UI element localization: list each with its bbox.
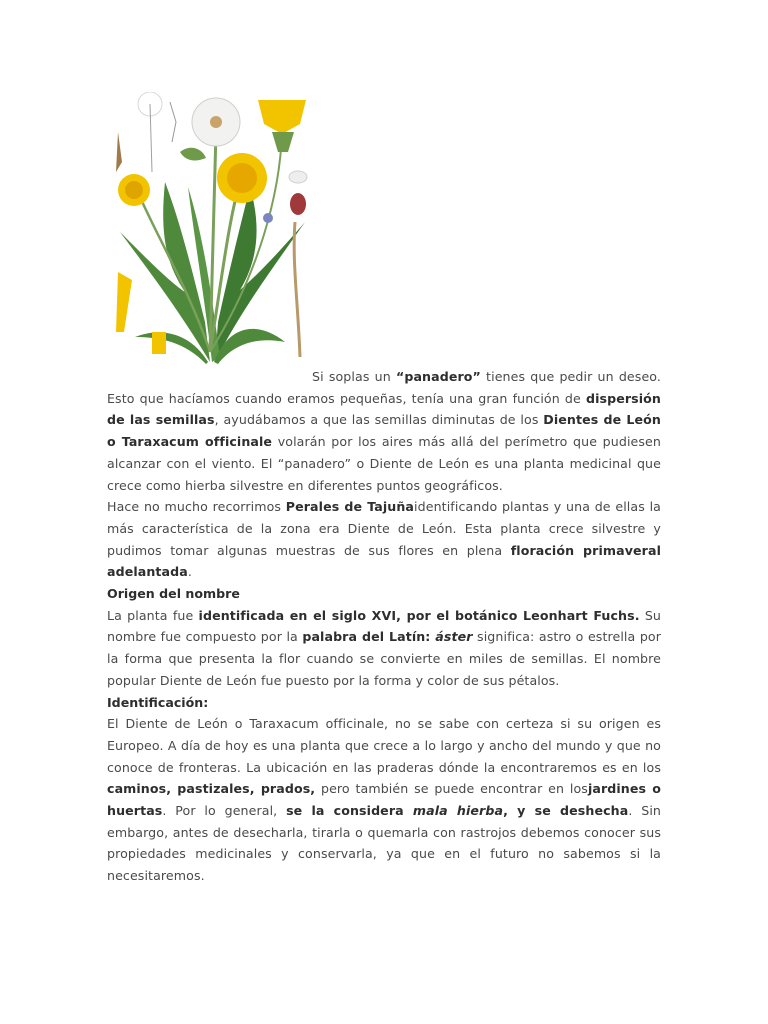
heading-origen: Origen del nombre — [107, 586, 240, 602]
paragraph-perales: Hace no mucho recorrimos Perales de Tajuñaidentificando plantas y una de ellas la más característica de la zona era Diente de León. Esta planta crece silvestre y pudimos tomar algunas muestras de sus flores en plena floración primaveral adelantada. — [107, 499, 661, 580]
dandelion-illustration-icon — [110, 92, 308, 366]
heading-identificacion: Identificación: — [107, 694, 209, 710]
document-page — [107, 92, 661, 887]
paragraph-intro: Si soplas un “panadero” tienes que pedir un deseo. Esto que hacíamos cuando eramos pequeñas, tenía una gran función de dispersión de las semillas, ayudábamos a que las semillas diminutas de los Dientes de León o Taraxacum officinale volarán por los aires más allá del perímetro que pudiesen alcanzar con el viento. El “panadero” o Diente de León es una planta medicinal que crece como hierba silvestre en diferentes puntos geográficos. — [107, 369, 661, 493]
paragraph-identificacion: El Diente de León o Taraxacum officinale, no se sabe con certeza si su origen es Europeo. A día de hoy es una planta que crece a lo largo y ancho del mundo y que no conoce de fronteras. La ubicación en las praderas dónde la encontraremos es en los caminos, pastizales, prados, pero también se puede encontrar en losjardines o huertas. Por lo general, se la considera mala hierba, y se deshecha. Sin embargo, antes de desecharla, tirarla o quemarla con rastrojos debemos conocer sus propiedades medicinales y conservarla, ya que en el futuro no sabemos si la necesitaremos. — [107, 716, 662, 884]
paragraph-origen: La planta fue identificada en el siglo XVI, por el botánico Leonhart Fuchs. Su nombre fue compuesto por la palabra del Latín: áster significa: astro o estrella por la forma que presenta la flor cuando se convierte en miles de semillas. El nombre popular Diente de León fue puesto por la forma y color de sus pétalos. — [107, 607, 662, 688]
